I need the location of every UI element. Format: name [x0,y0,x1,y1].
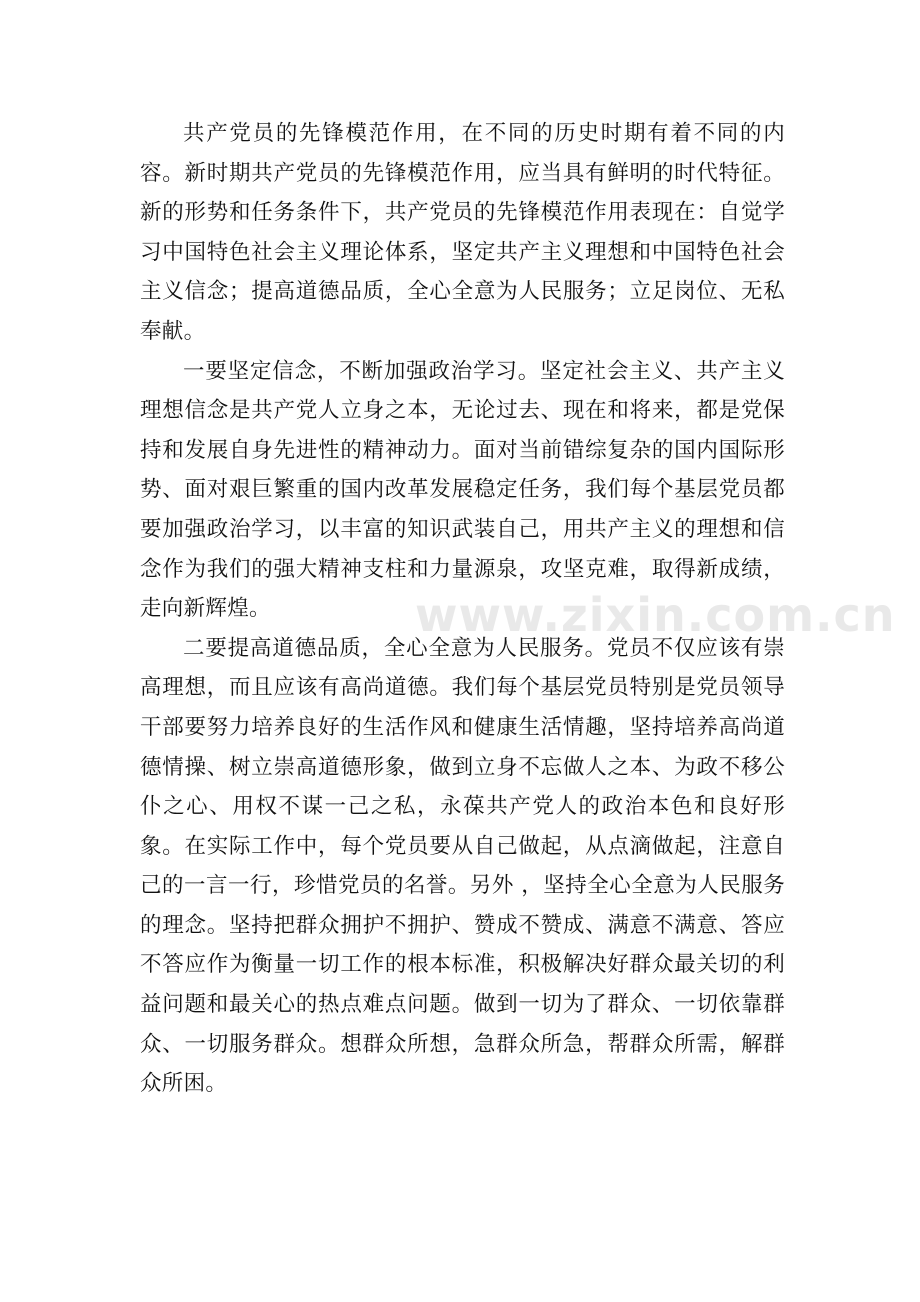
paragraph-intro: 共产党员的先锋模范作用，在不同的历史时期有着不同的内容。新时期共产党员的先锋模范作用，应当具有鲜明的时代特征。新的形势和任务条件下，共产党员的先锋模范作用表现在：自觉学习中国特色社会主义理论体系，坚定共产主义理想和中国特色社会主义信念；提高道德品质，全心全意为人民服务；立足岗位、无私奉献。 [140,121,785,344]
document-body [140,114,785,1104]
paragraph-point-two: 二要提高道德品质，全心全意为人民服务。党员不仅应该有崇高理想，而且应该有高尚道德。我们每个基层党员特别是党员领导干部要努力培养良好的生活作风和健康生活情趣，坚持培养高尚道德情操、树立崇高道德形象，做到立身不忘做人之本、为政不移公仆之心、用权不谋一己之私，永葆共产党人的政治本色和良好形象。在实际工作中，每个党员要从自己做起，从点滴做起，注意自己的一言一行，珍惜党员的名誉。另外 ，坚持全心全意为人民服务的理念。坚持把群众拥护不拥护、赞成不赞成、满意不满意、答应不答应作为衡量一切工作的根本标准，积极解决好群众最关切的利益问题和最关心的热点难点问题。做到一切为了群众、一切依靠群众、一切服务群众。想群众所想，急群众所急，帮群众所需，解群众所困。 [140,635,785,1097]
paragraph-point-one: 一要坚定信念，不断加强政治学习。坚定社会主义、共产主义理想信念是共产党人立身之本，无论过去、现在和将来，都是党保持和发展自身先进性的精神动力。面对当前错综复杂的国内国际形势、面对艰巨繁重的国内改革发展稳定任务，我们每个基层党员都要加强政治学习，以丰富的知识武装自己，用共产主义的理想和信念作为我们的强大精神支柱和力量源泉，攻坚克难，取得新成绩，走向新辉煌。 [140,358,785,622]
watermark-text: www.zixin.com.cn [415,588,896,642]
